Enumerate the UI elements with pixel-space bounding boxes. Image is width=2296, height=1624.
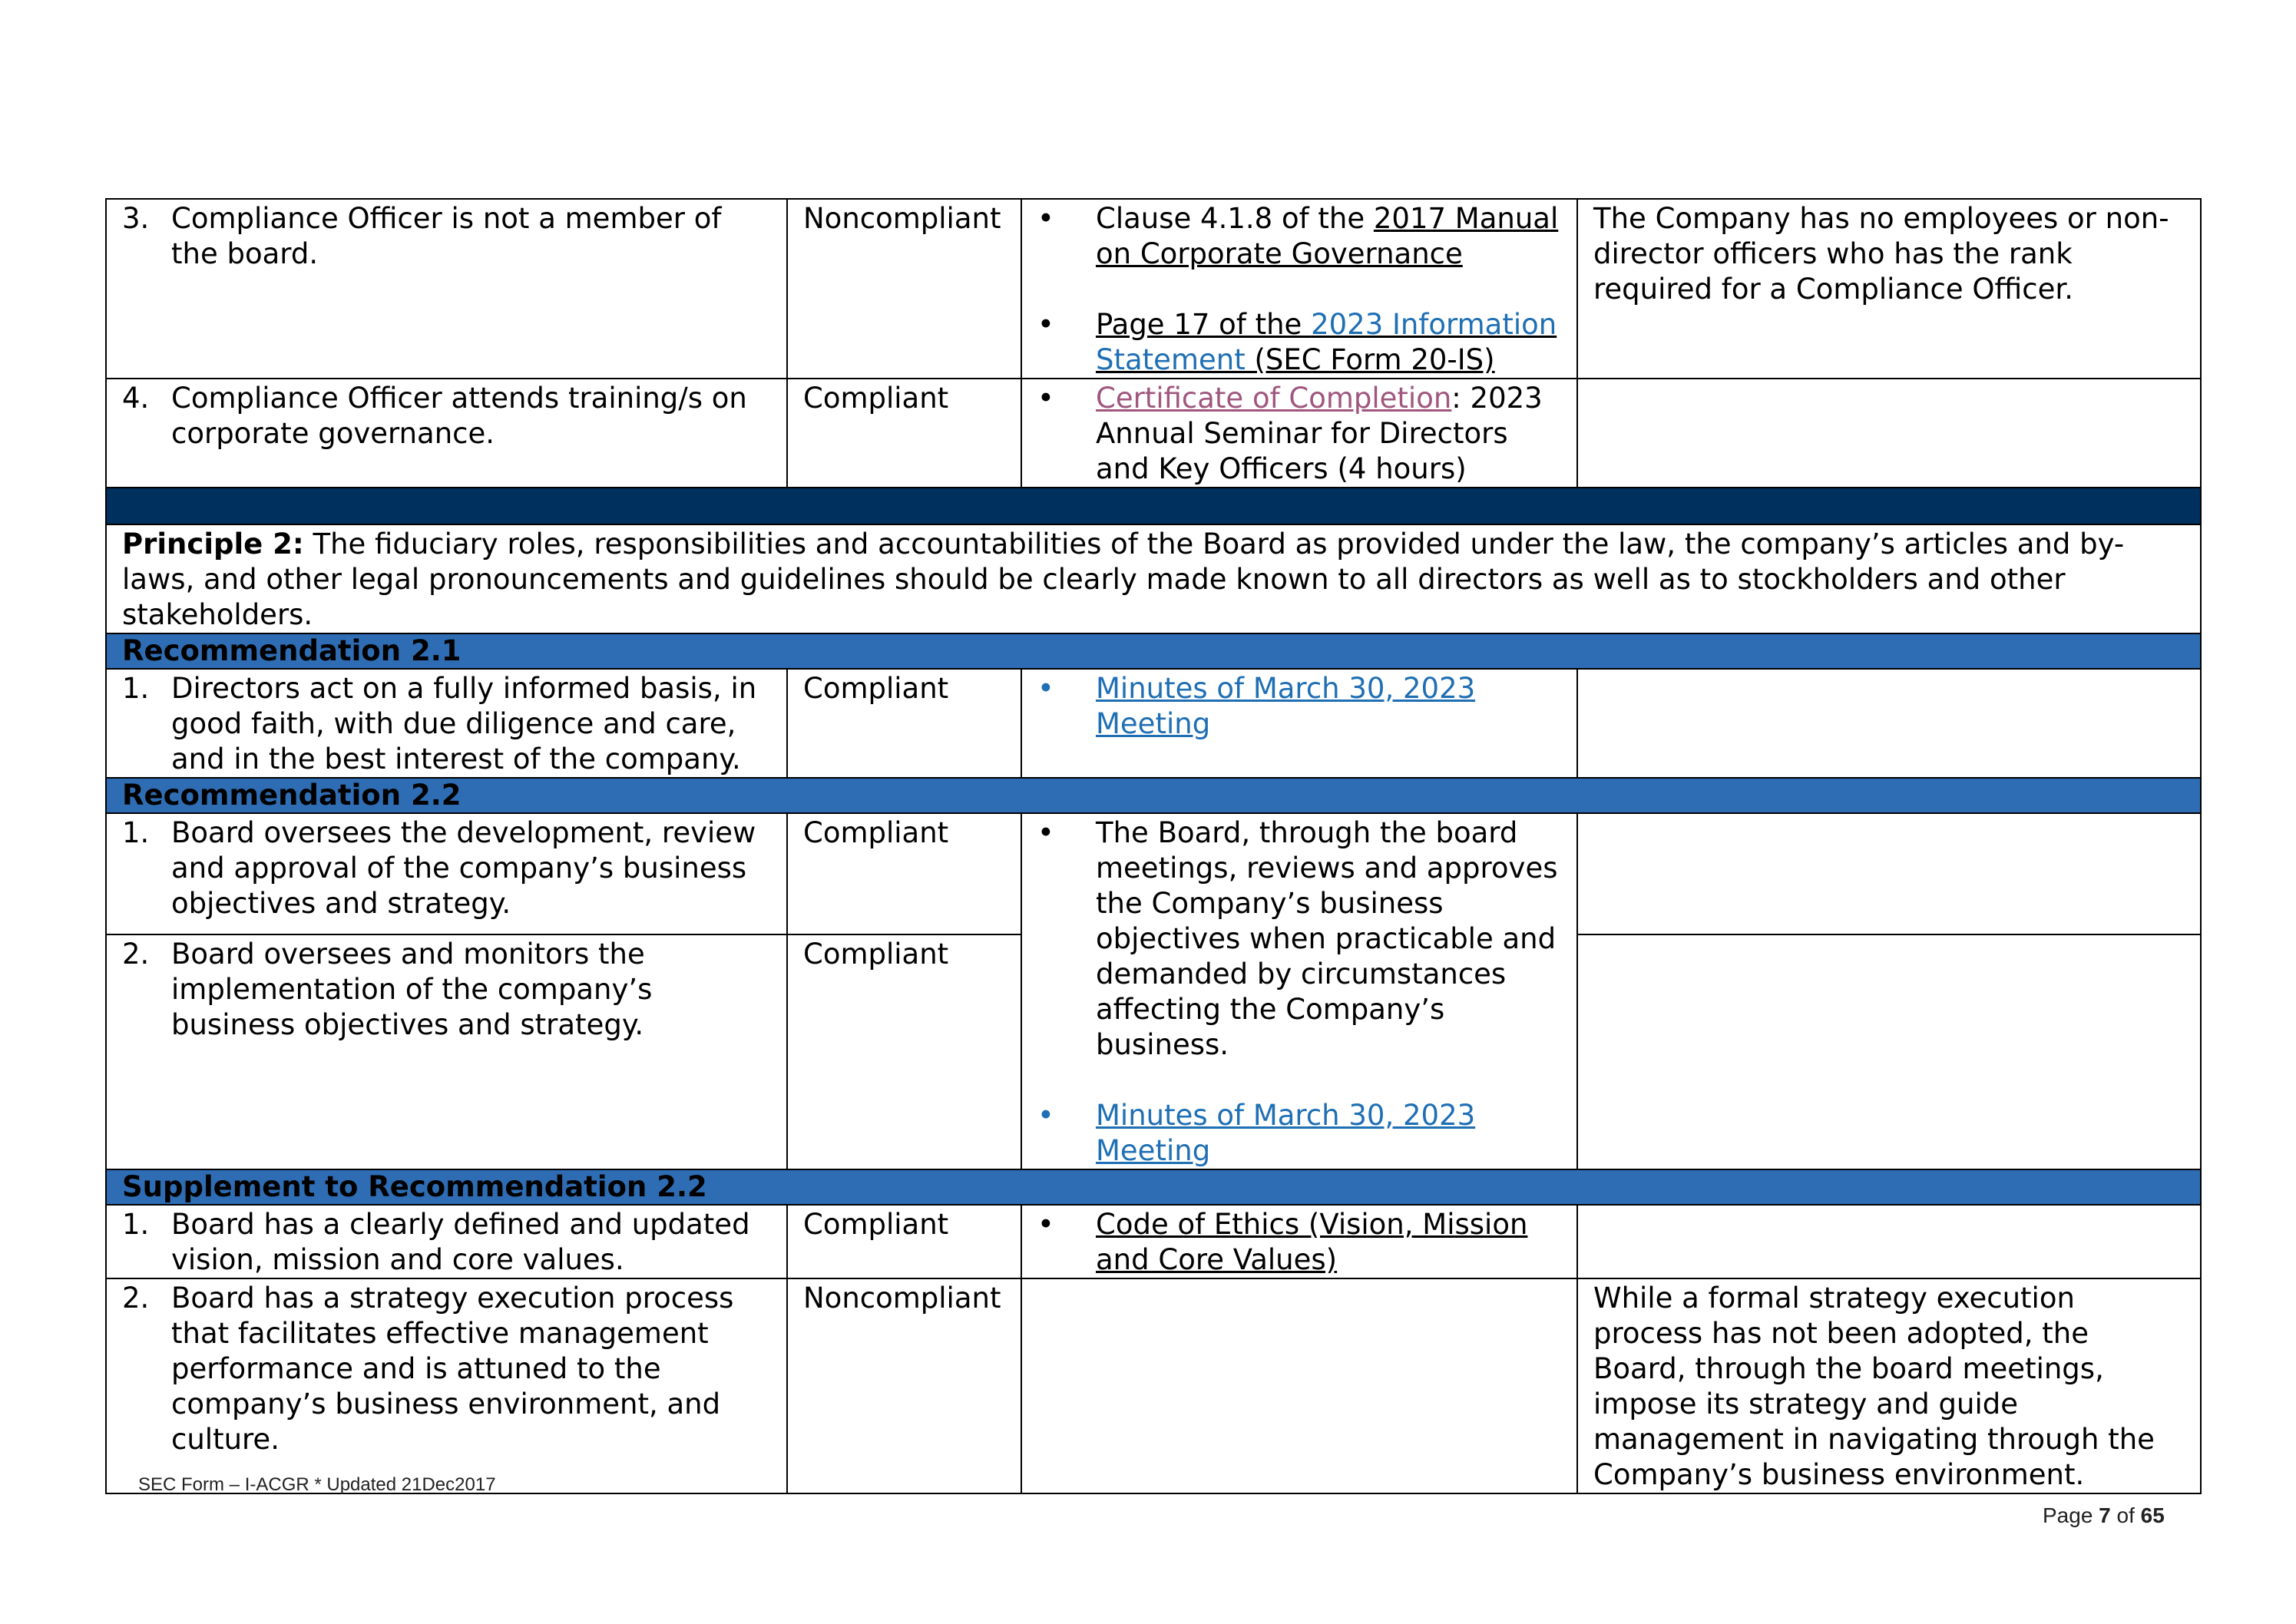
minutes-link[interactable]: Minutes of March 30, 2023 Meeting: [1096, 1099, 1476, 1167]
recommendation-text: Compliance Officer is not a member of the board.: [171, 202, 722, 270]
item-number: 3.: [122, 202, 150, 235]
reference-cell: [1021, 813, 1577, 1169]
status-cell: Compliant: [787, 813, 1021, 934]
explanation-cell: While a formal strategy execution process has not been adopted, the Board, through the board meetings, impose its strategy and guide management in navigating through the Company’s business environment.: [1577, 1278, 2201, 1493]
table-row: [106, 1205, 2201, 1278]
explanation-cell: [1577, 669, 2201, 778]
list-item: • Certificate of Completion: 2023 Annual Seminar for Directors and Key Officers (4 hours): [1037, 382, 1543, 485]
recommendation-cell: 2. Board oversees and monitors the implementation of the company’s business objectives and strategy.: [106, 934, 787, 1169]
explanation-cell: [1577, 1205, 2201, 1278]
recommendation-cell: [106, 199, 787, 379]
reference-cell: [1021, 669, 1577, 778]
recommendation-header: Supplement to Recommendation 2.2: [106, 1169, 2201, 1205]
principle-row: [106, 524, 2201, 633]
table-row: [106, 669, 2201, 778]
recommendation-cell: [106, 379, 787, 488]
manual-link[interactable]: 2017 Manual on Corporate Governance: [1096, 202, 1559, 270]
code-of-ethics-link[interactable]: Code of Ethics (Vision, Mission and Core Values): [1096, 1208, 1528, 1276]
list-item: [1037, 1207, 1561, 1278]
explanation-cell: [1577, 813, 2201, 934]
bullet-icon: •: [1037, 308, 1054, 341]
recommendation-text: Compliance Officer attends training/s on corporate governance.: [171, 382, 747, 450]
status-cell: Noncompliant: [787, 199, 1021, 379]
certificate-link[interactable]: Certificate of Completion: [1096, 382, 1452, 415]
minutes-link[interactable]: Minutes of March 30, 2023 Meeting: [1096, 672, 1476, 740]
compliance-table: [105, 198, 2202, 1494]
bullet-icon: •: [1037, 1099, 1054, 1132]
status-cell: Compliant: [787, 379, 1021, 488]
recommendation-cell: 1. Board oversees the development, review and approval of the company’s business objectives and strategy.: [106, 813, 787, 934]
status-cell: Compliant: [787, 669, 1021, 778]
table-row: [106, 199, 2201, 379]
list-item: [1037, 1098, 1561, 1169]
recommendation-header: Recommendation 2.1: [106, 633, 2201, 669]
bullet-icon: •: [1037, 816, 1054, 849]
status-cell: Compliant: [787, 1205, 1021, 1278]
reference-cell: [1021, 379, 1577, 488]
table-row: [106, 379, 2201, 488]
reference-cell: [1021, 1278, 1577, 1493]
recommendation-cell: 1. Directors act on a fully informed basis, in good faith, with due diligence and care, and in the best interest of the company.: [106, 669, 787, 778]
explanation-cell: [1577, 934, 2201, 1169]
reference-cell: [1021, 199, 1577, 379]
bullet-icon: •: [1037, 1208, 1054, 1241]
form-footer: SEC Form – I-ACGR * Updated 21Dec2017: [138, 1474, 496, 1495]
page-number: Page 7 of 65: [2043, 1503, 2165, 1527]
bullet-icon: •: [1037, 672, 1054, 705]
list-item: [1037, 671, 1561, 742]
table-row: [106, 1278, 2201, 1493]
status-cell: Compliant: [787, 934, 1021, 1169]
explanation-cell: The Company has no employees or non-director officers who has the rank required for a Compliance Officer.: [1577, 199, 2201, 379]
bullet-icon: •: [1037, 382, 1054, 415]
recommendation-cell: 1. Board has a clearly defined and updated vision, mission and core values.: [106, 1205, 787, 1278]
list-item: • Clause 4.1.8 of the 2017 Manual on Corporate Governance: [1037, 202, 1559, 270]
reference-cell: [1021, 1205, 1577, 1278]
list-item: • The Board, through the board meetings, reviews and approves the Company’s business objectives when practicable and demanded by circumstances affecting the Company’s business.: [1037, 816, 1558, 1061]
principle-cell: Principle 2: The fiduciary roles, responsibilities and accountabilities of the Board as provided under the law, the company’s articles and by-laws, and other legal pronouncements and guidelines should be clearly made known to all directors as well as to stockholders and other stakeholders.: [106, 524, 2201, 633]
explanation-cell: [1577, 379, 2201, 488]
recommendation-header: Recommendation 2.2: [106, 778, 2201, 813]
item-number: 4.: [122, 382, 150, 415]
list-item: • Page 17 of the 2023 Information Statement (SEC Form 20-IS): [1037, 308, 1557, 376]
page-link[interactable]: Page 17 of the 2023 Information Statement: [1096, 308, 1557, 376]
section-divider: [106, 488, 2201, 524]
recommendation-cell: 2. Board has a strategy execution process that facilitates effective management performance and is attuned to the company’s business environment, and culture.: [106, 1278, 787, 1493]
table-row: [106, 813, 2201, 934]
status-cell: Noncompliant: [787, 1278, 1021, 1493]
bullet-icon: •: [1037, 202, 1054, 235]
